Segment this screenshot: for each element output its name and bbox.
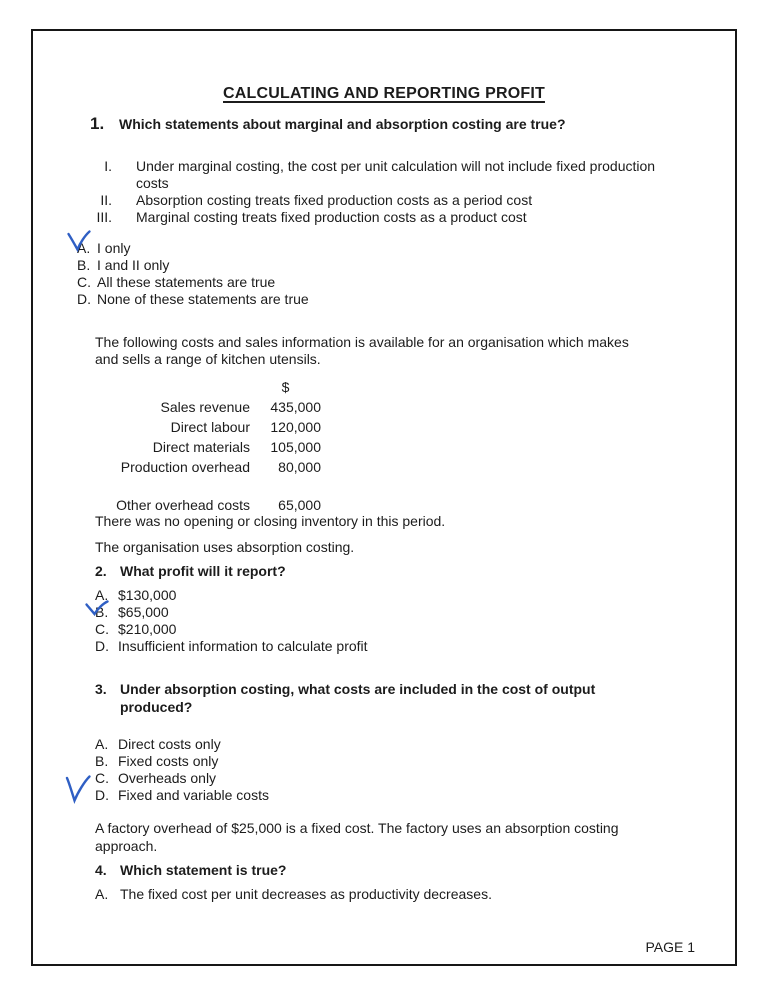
q3-option-a[interactable] xyxy=(95,736,269,753)
option-letter: B. xyxy=(95,604,109,620)
cost-value: 120,000 xyxy=(270,419,321,435)
option-text: Overheads only xyxy=(118,770,217,786)
option-letter: B. xyxy=(95,753,109,769)
question-1-text: Which statements about marginal and absorption costing are true? xyxy=(119,116,566,132)
option-text: All these statements are true xyxy=(97,274,276,290)
cost-value: 105,000 xyxy=(270,439,321,455)
option-letter: A. xyxy=(95,736,109,752)
option-letter: A. xyxy=(77,240,91,256)
q2-option-d[interactable] xyxy=(95,638,368,655)
option-letter: C. xyxy=(95,770,109,786)
statement-iii-text: Marginal costing treats fixed production costs as a product cost xyxy=(136,209,527,225)
option-letter: A. xyxy=(95,587,109,603)
option-letter: D. xyxy=(77,291,91,307)
statement-ii-numeral: II. xyxy=(100,192,112,208)
option-text: $130,000 xyxy=(118,587,177,603)
question-4-heading xyxy=(95,862,286,880)
cost-value: 435,000 xyxy=(270,399,321,415)
option-letter: B. xyxy=(77,257,91,273)
statement-i-numeral: I. xyxy=(104,158,112,174)
table-row-other-overhead xyxy=(33,495,321,515)
q1-statement-list xyxy=(80,158,676,226)
q1-option-d[interactable] xyxy=(77,291,309,308)
cost-label: Sales revenue xyxy=(160,399,250,415)
scenario-1-intro: The following costs and sales information is available for an organisation which makes and sells a range of kitchen utensils. xyxy=(95,334,629,367)
q3-option-b[interactable] xyxy=(95,753,269,770)
q2-option-c[interactable] xyxy=(95,621,368,638)
cost-value: 65,000 xyxy=(278,497,321,513)
q2-option-b[interactable] xyxy=(95,604,368,621)
option-text: Insufficient information to calculate profit xyxy=(118,638,368,654)
option-letter: D. xyxy=(95,787,109,803)
table-row xyxy=(33,437,321,457)
question-1-heading xyxy=(90,116,566,134)
question-2-number: 2. xyxy=(95,563,107,579)
option-text: I only xyxy=(97,240,131,256)
question-3-number: 3. xyxy=(95,681,107,697)
q1-options xyxy=(77,240,309,308)
costing-note: The organisation uses absorption costing. xyxy=(95,539,355,555)
question-2-heading xyxy=(95,563,286,581)
option-text: Fixed costs only xyxy=(118,753,219,769)
question-3-text: Under absorption costing, what costs are included in the cost of output produced? xyxy=(120,681,596,715)
option-text: Direct costs only xyxy=(118,736,221,752)
option-letter: A. xyxy=(95,886,109,902)
q4-option-a[interactable] xyxy=(95,886,492,903)
table-row xyxy=(33,417,321,437)
q3-option-d[interactable] xyxy=(95,787,269,804)
costs-header-spacer xyxy=(33,377,250,397)
q1-option-c[interactable] xyxy=(77,274,309,291)
statement-iii-numeral: III. xyxy=(96,209,112,225)
question-3-heading xyxy=(95,681,665,716)
option-letter: C. xyxy=(77,274,91,290)
q4-options xyxy=(95,886,492,903)
answer-checkmark-icon xyxy=(65,775,91,803)
option-text: I and II only xyxy=(97,257,170,273)
q2-options xyxy=(95,587,368,655)
question-4-number: 4. xyxy=(95,862,107,878)
question-4-text: Which statement is true? xyxy=(120,862,287,878)
cost-label: Other overhead costs xyxy=(116,497,250,513)
cost-label: Direct materials xyxy=(152,439,250,455)
statement-i xyxy=(80,158,676,192)
table-row xyxy=(33,457,321,477)
q3-options xyxy=(95,736,269,804)
option-letter: D. xyxy=(95,638,109,654)
statement-ii xyxy=(80,192,676,209)
costs-header-row xyxy=(33,377,321,397)
page-number: PAGE 1 xyxy=(645,939,695,955)
cost-label: Production overhead xyxy=(120,459,250,475)
cost-label: Direct labour xyxy=(170,419,250,435)
option-text: The fixed cost per unit decreases as productivity decreases. xyxy=(120,886,492,902)
inventory-note: There was no opening or closing inventory in this period. xyxy=(95,513,446,529)
q1-option-b[interactable] xyxy=(77,257,309,274)
statement-iii xyxy=(80,209,676,226)
page-title: CALCULATING AND REPORTING PROFIT xyxy=(223,85,545,102)
option-text: $210,000 xyxy=(118,621,177,637)
worksheet-page xyxy=(31,29,737,966)
option-letter: C. xyxy=(95,621,109,637)
scenario-2-intro: A factory overhead of $25,000 is a fixed cost. The factory uses an absorption costing approach. xyxy=(95,820,619,854)
q1-option-a[interactable] xyxy=(77,240,309,257)
cost-value: 80,000 xyxy=(278,459,321,475)
question-1-number: 1. xyxy=(90,114,105,133)
currency-header: $ xyxy=(281,379,290,395)
option-text: $65,000 xyxy=(118,604,169,620)
q3-option-c[interactable] xyxy=(95,770,269,787)
statement-i-text: Under marginal costing, the cost per unit calculation will not include fixed production costs xyxy=(136,158,656,191)
option-text: None of these statements are true xyxy=(97,291,309,307)
table-row xyxy=(33,397,321,417)
option-text: Fixed and variable costs xyxy=(118,787,269,803)
statement-ii-text: Absorption costing treats fixed production costs as a period cost xyxy=(136,192,533,208)
question-2-text: What profit will it report? xyxy=(120,563,286,579)
q2-option-a[interactable] xyxy=(95,587,368,604)
costs-table xyxy=(33,377,321,515)
